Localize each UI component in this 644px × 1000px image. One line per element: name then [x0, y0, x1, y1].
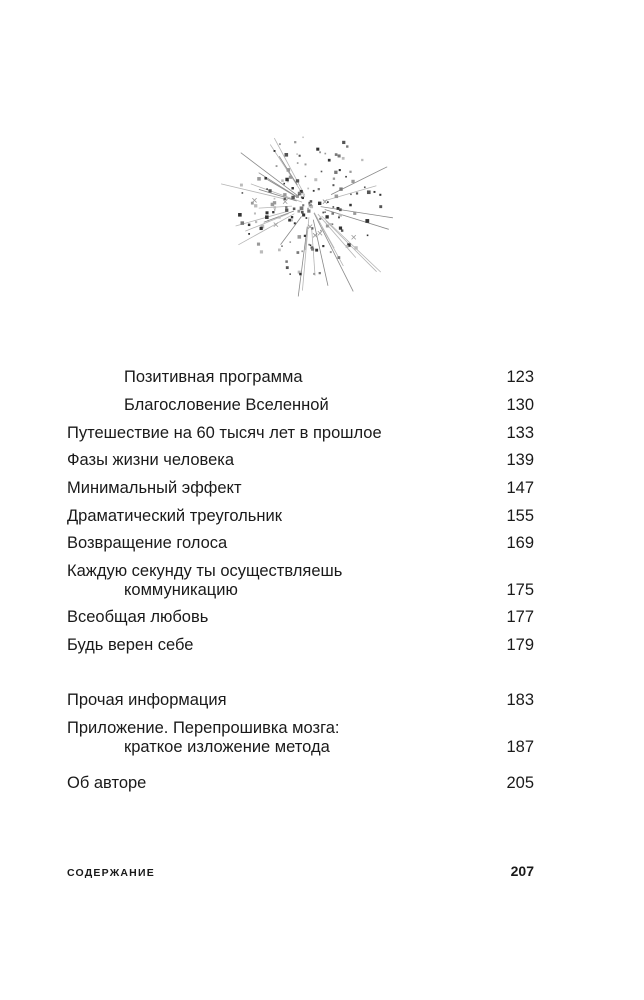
toc-entry-title: Возвращение голоса — [67, 534, 228, 552]
toc-entry-page: 155 — [506, 507, 534, 525]
toc-entry-page: 177 — [506, 608, 534, 626]
toc-entry — [67, 608, 534, 627]
toc-entry-page: 147 — [506, 479, 534, 497]
toc-entry-page: 179 — [506, 636, 534, 654]
toc-entry — [67, 719, 534, 757]
toc-entry — [67, 534, 534, 553]
toc-entry-title: Позитивная программа — [124, 368, 303, 386]
footer-page-number: 207 — [510, 863, 534, 879]
toc-entry — [67, 451, 534, 470]
toc-entry-page: 187 — [506, 738, 534, 756]
toc-entry-title: Прочая информация — [67, 691, 227, 709]
toc-entry — [67, 424, 534, 443]
toc-entry-title: Каждую секунду ты осуществляешь — [67, 562, 343, 580]
starburst-icon — [210, 105, 410, 305]
toc-entry-title: Приложение. Перепрошивка мозга: — [67, 719, 340, 737]
toc-entry — [67, 479, 534, 498]
toc-entry-page: 123 — [506, 368, 534, 386]
toc-entry-title: Всеобщая любовь — [67, 608, 209, 626]
toc-entry-page: 139 — [506, 451, 534, 469]
toc-entry-page: 183 — [506, 691, 534, 709]
toc-entry — [67, 396, 534, 415]
toc-entry-page: 169 — [506, 534, 534, 552]
toc-entry-title: Минимальный эффект — [67, 479, 242, 497]
toc-entry-title: Фазы жизни человека — [67, 451, 235, 469]
toc-entry — [67, 562, 534, 600]
toc-entry-page: 133 — [506, 424, 534, 442]
toc-entry — [67, 691, 534, 710]
toc-entry-title: Драматический треугольник — [67, 507, 282, 525]
toc-entry-page: 130 — [506, 396, 534, 414]
running-footer-section: СОДЕРЖАНИЕ — [67, 867, 155, 879]
toc-entry-title-continuation: краткое изложение метода — [124, 738, 330, 756]
toc-entry-title-continuation: коммуникацию — [124, 581, 238, 599]
toc-entry-title: Благословение Вселенной — [124, 396, 329, 414]
toc-entry-page: 205 — [506, 774, 534, 792]
toc-entry-title: Будь верен себе — [67, 636, 194, 654]
toc-entry — [67, 368, 534, 387]
toc-entry — [67, 507, 534, 526]
toc-entry — [67, 774, 534, 793]
toc-entry-title: Путешествие на 60 тысяч лет в прошлое — [67, 424, 382, 442]
toc-entry-page: 175 — [506, 581, 534, 599]
toc-entry-title: Об авторе — [67, 774, 147, 792]
toc-entry — [67, 636, 534, 655]
